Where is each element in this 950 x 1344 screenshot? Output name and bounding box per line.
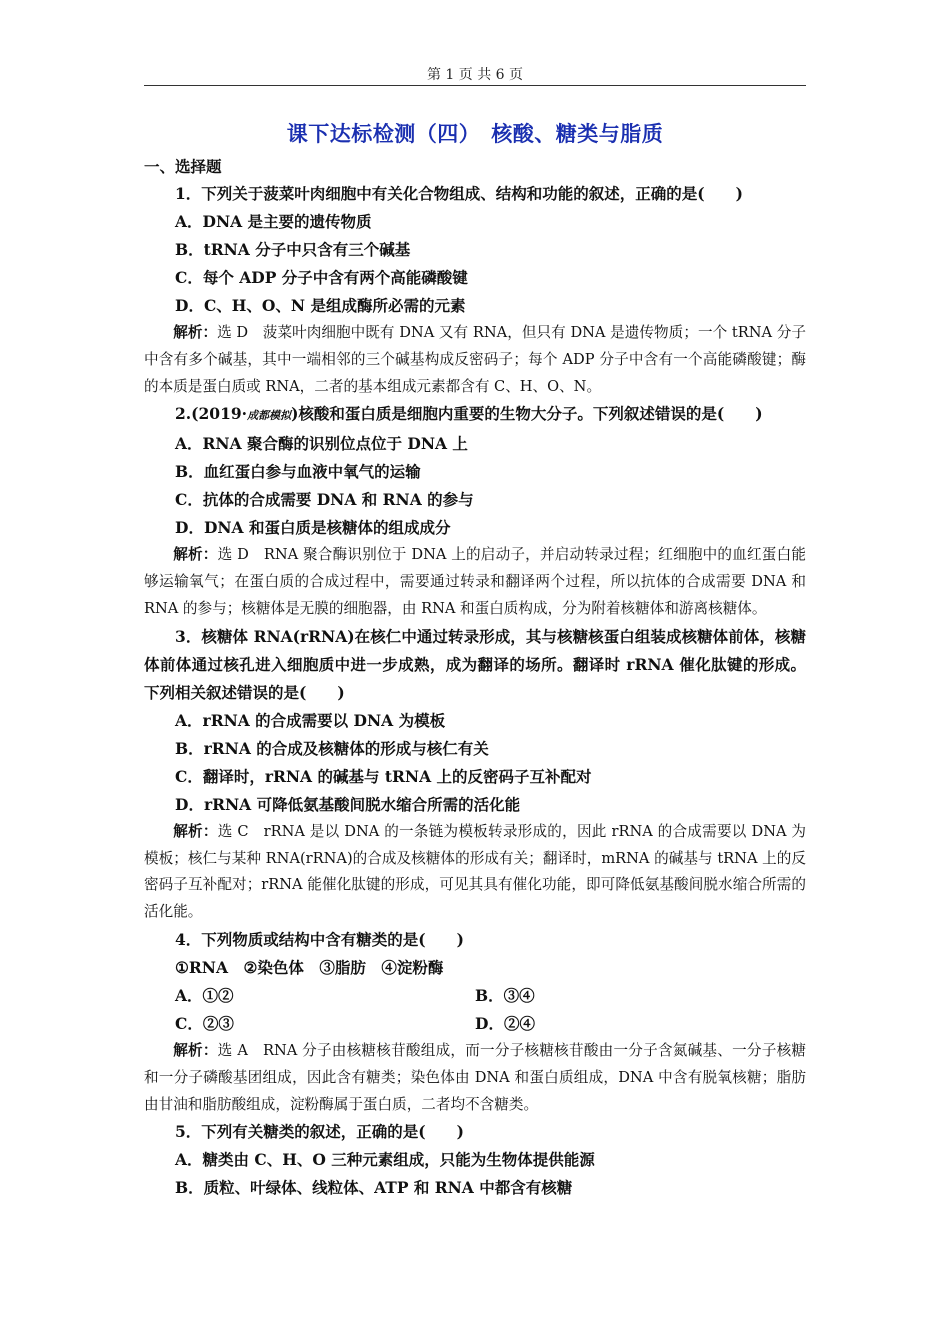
question-3-option-c: C．翻译时，rRNA 的碱基与 tRNA 上的反密码子互补配对 <box>175 766 592 786</box>
question-2-analysis <box>144 542 806 622</box>
question-4-option-c: C．②③ <box>175 1013 234 1033</box>
header-divider <box>144 85 806 86</box>
analysis-label: 解析： <box>173 822 218 840</box>
analysis-text: 选 C rRNA 是以 DNA 的一条链为模板转录形成的，因此 rRNA 的合成需要以 DNA 为模板；核仁与某种 RNA(rRNA)的合成及核糖体的形成有关；翻译时，mRNA 的碱基与 tRNA 上的反密码子互补配对；rRNA 能催化肽键的形成，可见其具有催化功能，即可降低氨基酸间脱水缩合所需的活化能。 <box>144 822 806 921</box>
page-number-header: 第 1 页 共 6 页 <box>426 67 524 83</box>
question-3-analysis <box>144 819 806 926</box>
question-1-analysis <box>144 320 806 400</box>
question-4-analysis <box>144 1038 806 1118</box>
question-1-option-d: D．C、H、O、N 是组成酶所必需的元素 <box>175 296 466 315</box>
analysis-text: 选 D 菠菜叶肉细胞中既有 DNA 又有 RNA，但只有 DNA 是遗传物质；一个 tRNA 分子中含有多个碱基，其中一端相邻的三个碱基构成反密码子；每个 ADP 分子中含有一个高能磷酸键；酶的本质是蛋白质或 RNA，二者的基本组成元素都含有 C、H、O、N。 <box>144 324 806 395</box>
question-2-option-a: A．RNA 聚合酶的识别位点位于 DNA 上 <box>175 434 468 454</box>
question-1-option-b: B．tRNA 分子中只含有三个碱基 <box>175 240 411 259</box>
stem-suffix: )核酸和蛋白质是细胞内重要的生物大分子。下列叙述错误的是( ) <box>291 404 763 424</box>
question-3-option-b: B．rRNA 的合成及核糖体的形成与核仁有关 <box>175 738 489 758</box>
stem-prefix: 2.(2019· <box>175 404 248 424</box>
question-4-options-row-2 <box>144 1010 806 1038</box>
question-3-stem: 3．核糖体 RNA(rRNA)在核仁中通过转录形成，其与核糖核蛋白组装成核糖体前体，核糖体前体通过核孔进入细胞质中进一步成熟，成为翻译的场所。翻译时 rRNA 催化肽键的形成。下列相关叙述错误的是( ) <box>144 626 806 702</box>
question-2-option-c: C．抗体的合成需要 DNA 和 RNA 的参与 <box>175 490 474 510</box>
analysis-label: 解析： <box>173 1041 218 1059</box>
question-5-stem: 5．下列有关糖类的叙述，正确的是( ) <box>175 1122 464 1142</box>
question-4-option-d: D．②④ <box>475 1013 535 1033</box>
question-4-option-b: B．③④ <box>475 985 535 1005</box>
question-4-stem: 4．下列物质或结构中含有糖类的是( ) <box>175 929 464 949</box>
question-3-option-a: A．rRNA 的合成需要以 DNA 为模板 <box>175 710 446 730</box>
question-4-option-a: A．①② <box>175 985 234 1005</box>
question-5-option-a: A．糖类由 C、H、O 三种元素组成，只能为生物体提供能源 <box>175 1150 595 1170</box>
question-4-options-row-1 <box>144 982 806 1010</box>
question-5-option-b: B．质粒、叶绿体、线粒体、ATP 和 RNA 中都含有核糖 <box>175 1178 573 1198</box>
question-1-stem: 1．下列关于菠菜叶肉细胞中有关化合物组成、结构和功能的叙述，正确的是( ) <box>175 184 743 203</box>
question-2-option-b: B．血红蛋白参与血液中氧气的运输 <box>175 462 421 482</box>
question-2-option-d: D．DNA 和蛋白质是核糖体的组成成分 <box>175 518 451 538</box>
question-3-option-d: D．rRNA 可降低氨基酸间脱水缩合所需的活化能 <box>175 794 521 814</box>
question-4-items: ①RNA ②染色体 ③脂肪 ④淀粉酶 <box>175 957 444 977</box>
analysis-text: 选 D RNA 聚合酶识别位于 DNA 上的启动子，并启动转录过程；红细胞中的血红蛋白能够运输氧气；在蛋白质的合成过程中，需要通过转录和翻译两个过程，所以抗体的合成需要 DNA 和 RNA 的参与；核糖体是无膜的细胞器，由 RNA 和蛋白质构成，分为附着核糖体和游离核糖体。 <box>144 546 806 617</box>
page-title: 课下达标检测（四） 核酸、糖类与脂质 <box>286 122 664 146</box>
analysis-label: 解析： <box>173 324 218 341</box>
question-2-stem <box>144 400 806 430</box>
analysis-label: 解析： <box>173 546 218 564</box>
section-heading: 一、选择题 <box>144 158 222 176</box>
question-1-option-a: A．DNA 是主要的遗传物质 <box>175 212 372 231</box>
question-1-option-c: C．每个 ADP 分子中含有两个高能磷酸键 <box>175 268 468 287</box>
source-tag: 成都模拟 <box>247 409 292 423</box>
document-body <box>144 118 806 1202</box>
analysis-text: 选 A RNA 分子由核糖核苷酸组成，而一分子核糖核苷酸由一分子含氮碱基、一分子核糖和一分子磷酸基团组成，因此含有糖类；染色体由 DNA 和蛋白质组成，DNA 中含有脱氧核糖；脂肪由甘油和脂肪酸组成，淀粉酶属于蛋白质，二者均不含糖类。 <box>144 1041 806 1113</box>
